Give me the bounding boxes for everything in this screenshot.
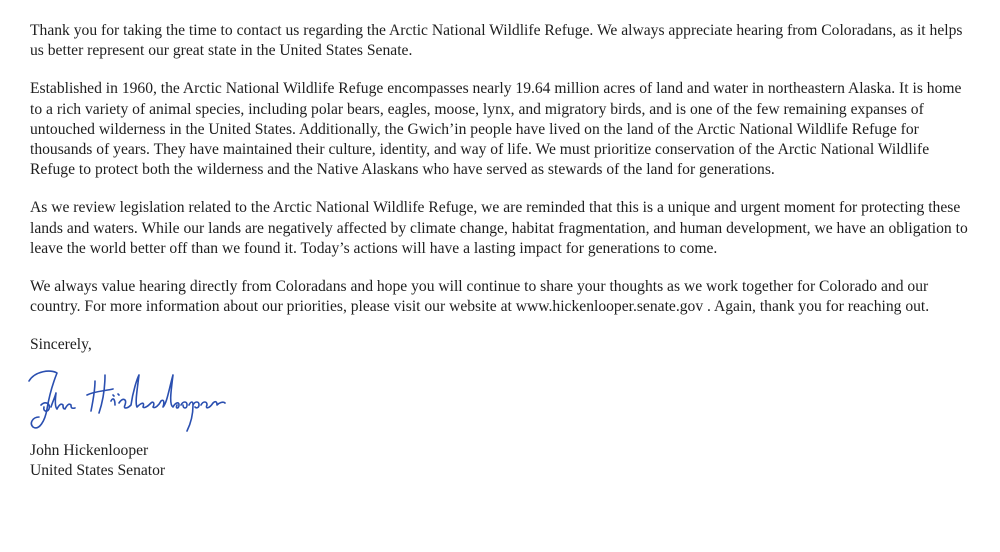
paragraph-legislation: As we review legislation related to the Arctic National Wildlife Refuge, we are reminded that this is a unique and urgent moment for protecting these lands and waters. While our lands are negatively affected by climate change, habitat fragmentation, and human development, we have an obligation to leave the world better off than we found it. Today’s actions will have a lasting impact for generations to come. <box>30 199 968 257</box>
paragraph-contact-info: We always value hearing directly from Coloradans and hope you will continue to share your thoughts as we work together for Colorado and our country. For more information about our priorities, please visit our website at www.hickenlooper.senate.gov . Again, thank you for reaching out. <box>30 278 930 316</box>
letter-body <box>30 21 975 481</box>
closing-salutation: Sincerely, <box>30 336 92 354</box>
signature-image <box>27 361 227 441</box>
paragraph-intro: Thank you for taking the time to contact us regarding the Arctic National Wildlife Refuge. We always appreciate hearing from Coloradans, as it helps us better represent our great state in the United States Senate. <box>30 22 963 60</box>
signer-name: John Hickenlooper <box>30 442 149 460</box>
paragraph-refuge-background: Established in 1960, the Arctic National Wildlife Refuge encompasses nearly 19.64 million acres of land and water in northeastern Alaska. It is home to a rich variety of animal species, including polar bears, eagles, moose, lynx, and migratory birds, and is one of the few remaining expanses of untouched wilderness in the United States. Additionally, the Gwich’in people have lived on the land of the Arctic National Wildlife Refuge for thousands of years. They have maintained their culture, identity, and way of life. We must prioritize conservation of the Arctic National Wildlife Refuge to protect both the wilderness and the Native Alaskans who have served as stewards of the land for generations. <box>30 80 962 179</box>
signer-title: United States Senator <box>30 462 166 480</box>
